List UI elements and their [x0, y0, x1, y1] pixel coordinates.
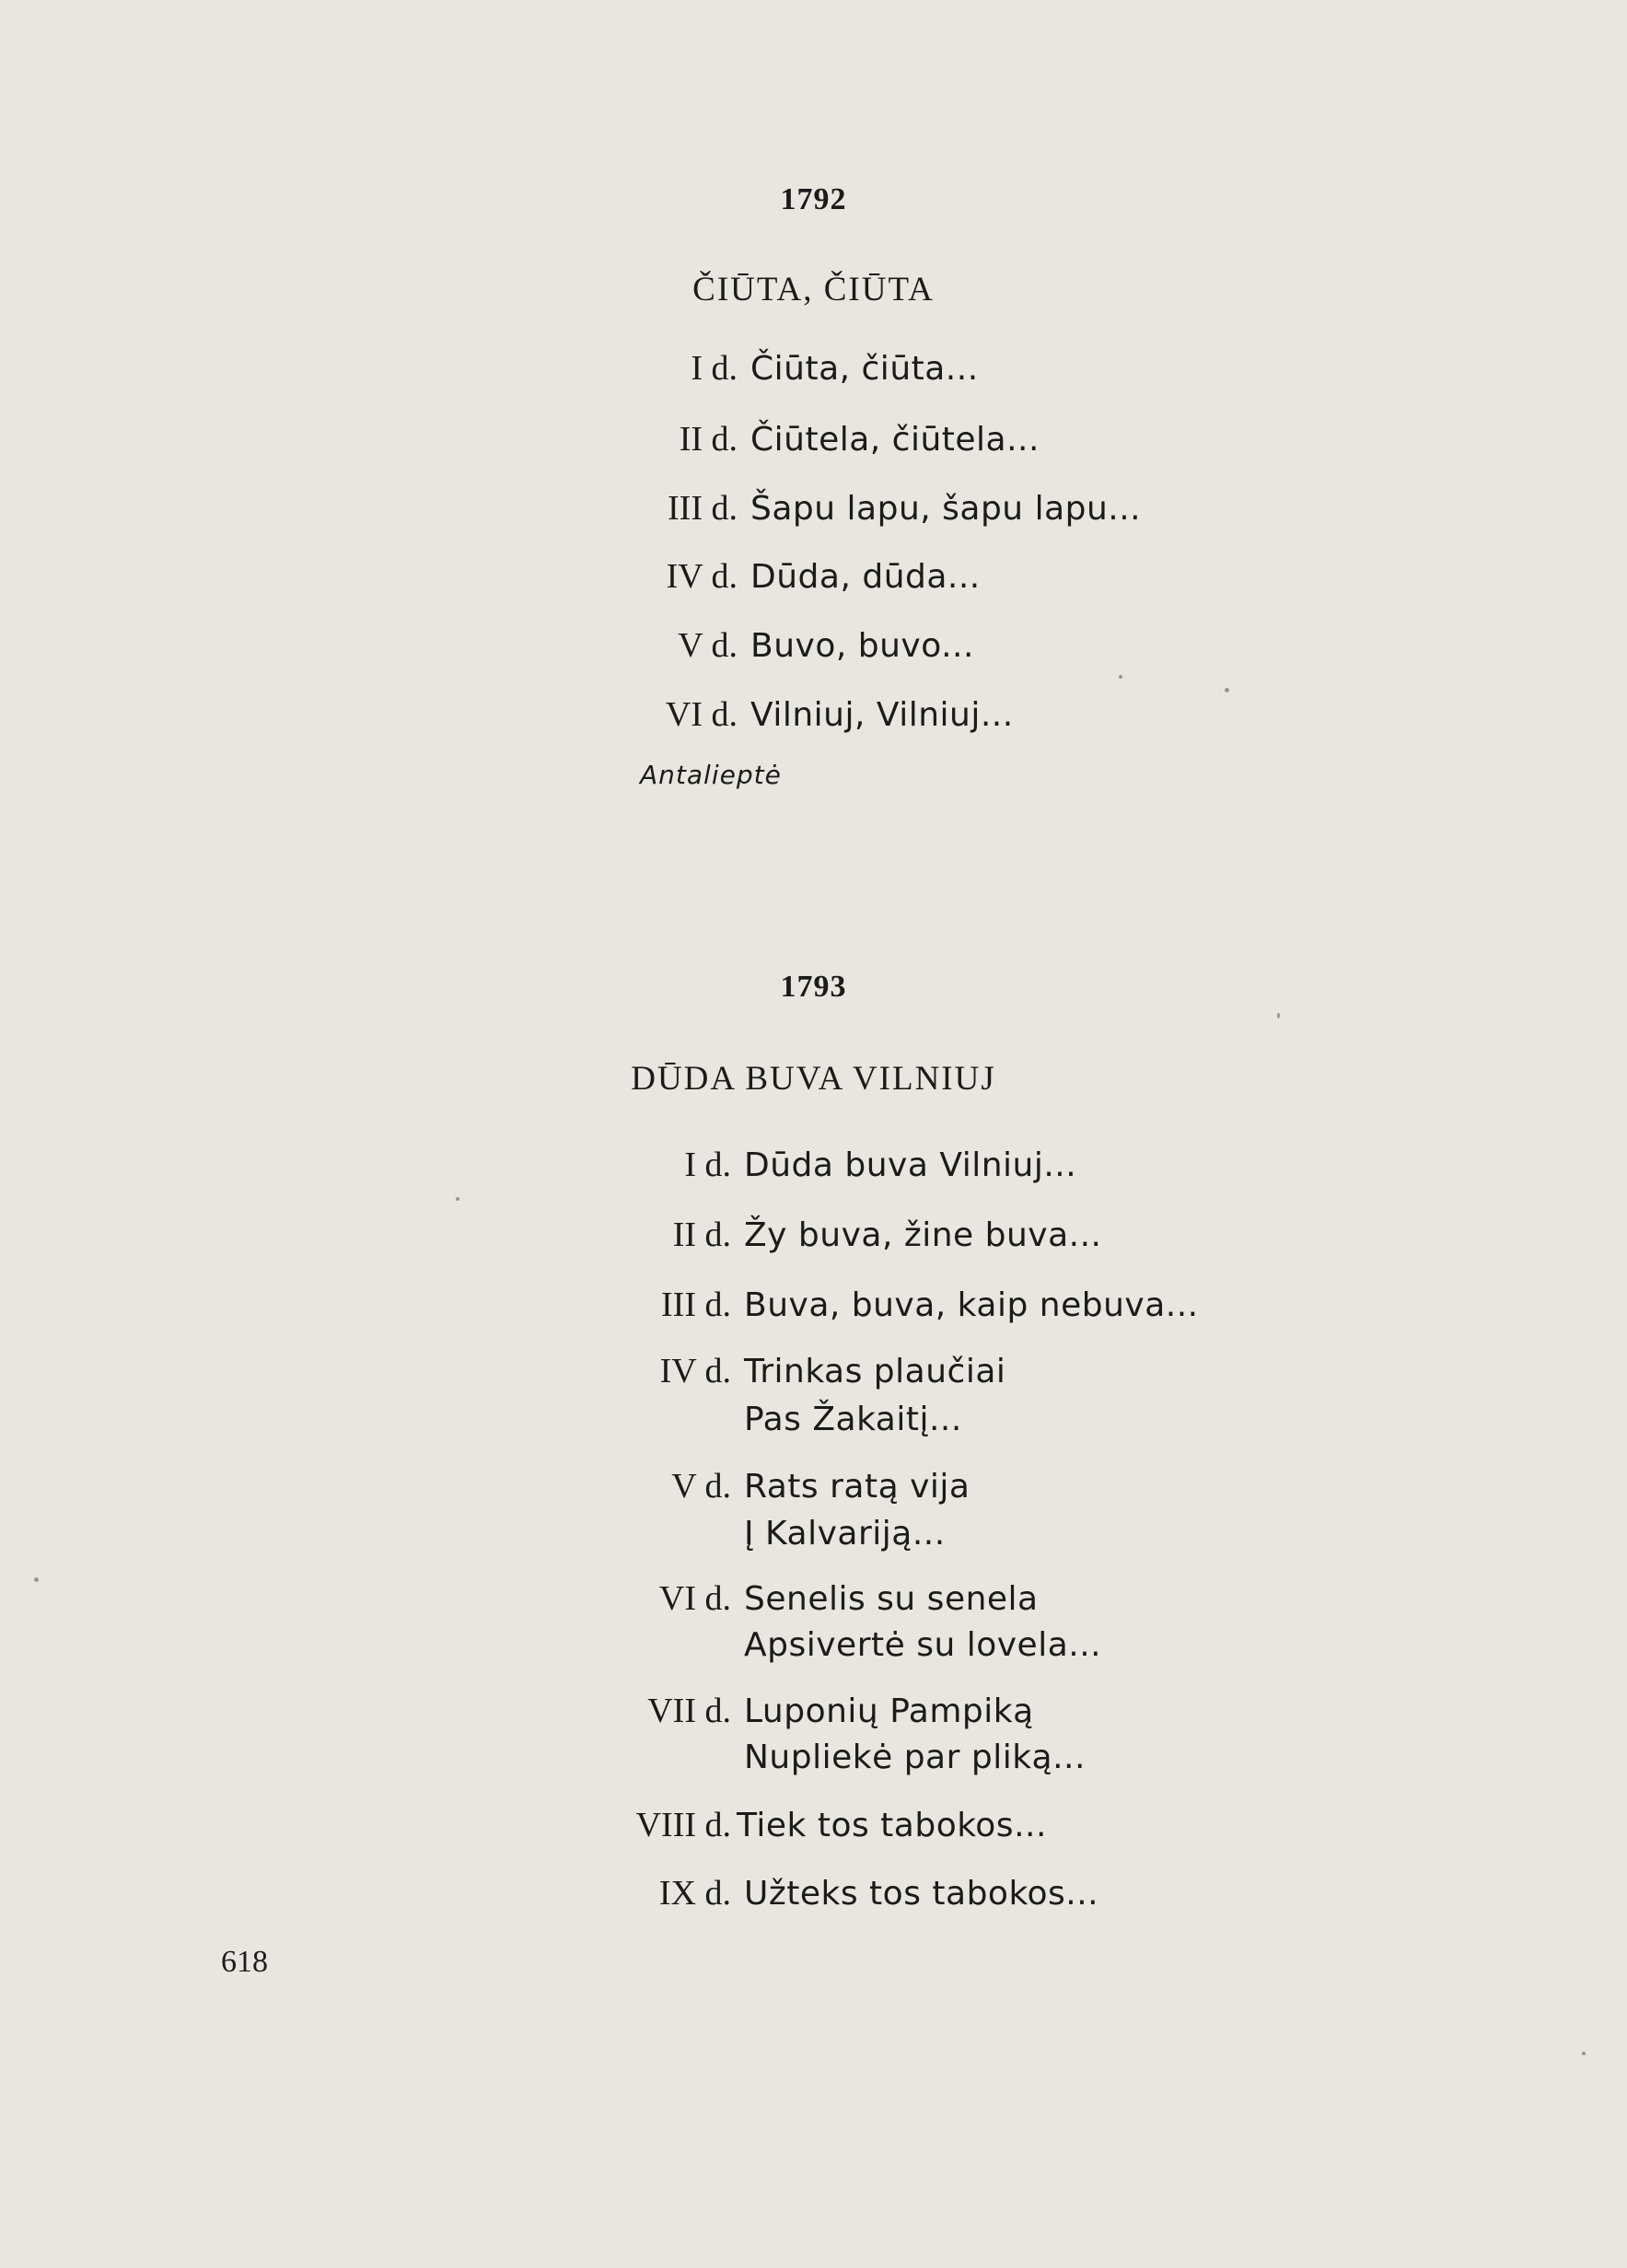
- verse: [658, 1870, 1099, 1917]
- verse-continuation: [744, 1734, 1086, 1781]
- verse-label: II d.: [679, 420, 738, 459]
- verse-line: Žy buva, žine buva...: [744, 1216, 1102, 1254]
- verse-line: Tiek tos tabokos...: [737, 1807, 1047, 1844]
- verse-line: Čiūta, čiūta...: [750, 350, 979, 388]
- verse: [666, 553, 981, 600]
- verse-label: III d.: [668, 489, 738, 528]
- verse-continuation: [744, 1510, 946, 1557]
- verse-label: VI d.: [658, 1579, 731, 1618]
- verse-line: Pas Žakaitį...: [744, 1401, 962, 1438]
- source-location: Antalieptė: [640, 760, 782, 790]
- verse-line: Trinkas plaučiai: [744, 1353, 1006, 1390]
- verse-line: Rats ratą vija: [744, 1468, 970, 1506]
- verse-label: IV d.: [659, 1352, 731, 1390]
- verse-label: IV d.: [666, 557, 738, 596]
- verse-line: Čiūtela, čiūtela...: [750, 421, 1040, 459]
- verse-continuation: [744, 1622, 1101, 1669]
- paper-speck: [34, 1577, 39, 1582]
- verse: [658, 1576, 1039, 1622]
- paper-speck: [1225, 688, 1229, 692]
- verse-line: Dūda buva Vilniuj...: [744, 1146, 1077, 1184]
- verse-line: Apsivertė su lovela...: [744, 1626, 1102, 1664]
- verse: [647, 1688, 1034, 1735]
- verse: [671, 1463, 970, 1510]
- verse-label: II d.: [672, 1215, 731, 1254]
- verse-continuation: [744, 1396, 962, 1443]
- verse-line: Užteks tos tabokos...: [744, 1875, 1099, 1913]
- verse-line: Į Kalvariją...: [744, 1515, 946, 1553]
- verse-line: Nupliekė par pliką...: [744, 1739, 1086, 1776]
- verse-line: Senelis su senela: [744, 1580, 1039, 1618]
- song-number: 1793: [780, 970, 847, 1004]
- verse-label: V d.: [678, 626, 738, 665]
- verse-label: VIII d.: [635, 1806, 731, 1844]
- verse: [679, 416, 1040, 463]
- verse-label: V d.: [671, 1467, 731, 1506]
- verse-line: Buvo, buvo...: [750, 627, 974, 665]
- verse: [684, 1142, 1077, 1189]
- verse-line: Buva, buva, kaip nebuva...: [744, 1286, 1199, 1324]
- verse-line: Dūda, dūda...: [750, 558, 981, 596]
- song-title: DŪDA BUVA VILNIUJ: [631, 1060, 996, 1098]
- verse: [678, 622, 974, 669]
- verse: [691, 345, 979, 392]
- verse: [665, 692, 1014, 739]
- paper-speck: [1582, 2052, 1586, 2055]
- verse-label: VI d.: [665, 695, 738, 734]
- verse-label: VII d.: [647, 1692, 731, 1730]
- verse-label: III d.: [661, 1285, 731, 1324]
- verse: [672, 1212, 1102, 1259]
- paper-speck: [456, 1197, 459, 1201]
- paper-speck: [1119, 675, 1122, 679]
- verse: [659, 1348, 1006, 1395]
- paper-speck: [1277, 1013, 1280, 1018]
- page-number: 618: [221, 1945, 268, 1979]
- verse-line: Šapu lapu, šapu lapu...: [750, 490, 1142, 528]
- verse-label: IX d.: [658, 1874, 731, 1913]
- verse-line: Vilniuj, Vilniuj...: [750, 696, 1014, 734]
- song-number: 1792: [780, 182, 847, 216]
- verse-label: I d.: [691, 349, 738, 388]
- verse-line: Luponių Pampiką: [744, 1692, 1034, 1730]
- verse-label: I d.: [684, 1146, 731, 1184]
- verse: [635, 1802, 1047, 1849]
- verse: [668, 485, 1142, 532]
- verse: [661, 1282, 1199, 1329]
- song-title: ČIŪTA, ČIŪTA: [692, 271, 935, 308]
